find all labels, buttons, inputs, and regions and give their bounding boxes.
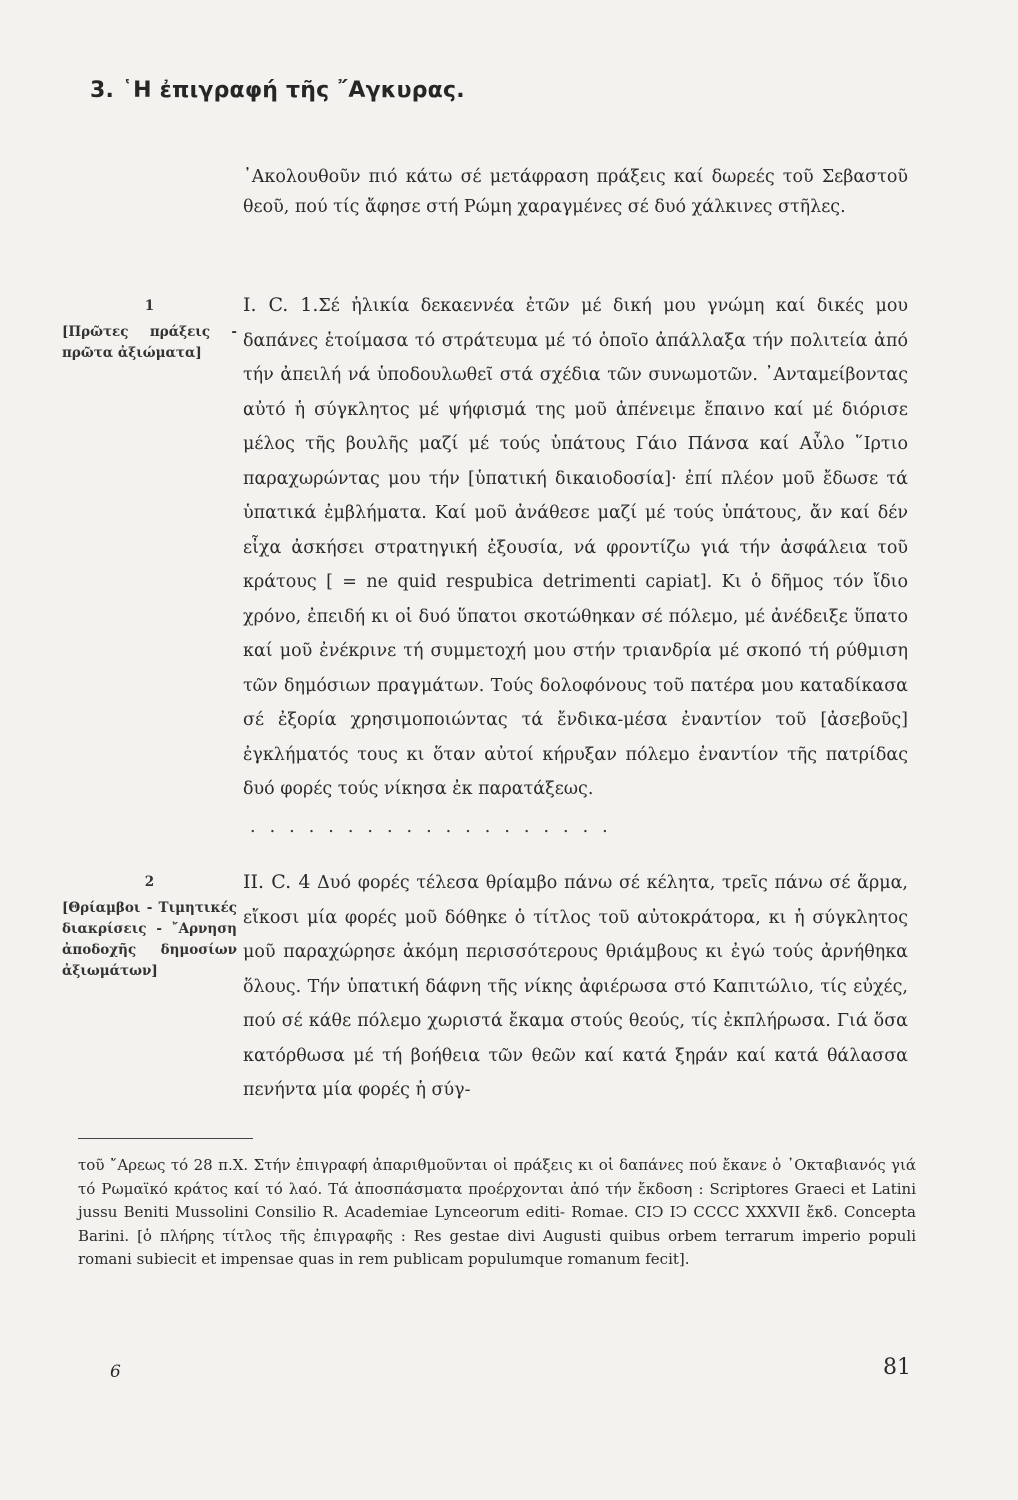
intro-paragraph: ᾿Ακολουθοῦν πιό κάτω σέ μετάφραση πράξεις καί δωρεές τοῦ Σεβαστοῦ θεοῦ, πού τίς ἄφησε στή Ρώμη χαραγμένες σέ δυό χάλκινες στῆλες. — [243, 167, 908, 217]
page-number: 81 — [883, 1355, 911, 1380]
section-1-text: Σέ ἡλικία δεκαεννέα ἐτῶν μέ δική μου γνώμη καί δικές μου δαπάνες ἑτοίμασα τό στράτευμα μέ τό ὁποῖο ἀπάλλαξα τήν πολιτεία ἀπό τήν ἀπειλή νά ὑποδουλωθεῖ στά σχέδια τῶν συνωμοτῶν. ᾿Ανταμείβοντας αὐτό ἡ σύγκλητος μέ ψήφισμά της μοῦ ἀπένειμε ἔπαινο καί μέ διόρισε μέλος τῆς βουλῆς μαζί μέ τούς ὑπάτους Γάιο Πάνσα καί Αὖλο ῞Ιρτιο παραχωρώντας μου τήν [ὑπατική δικαιοδοσία]· ἐπί πλέον μοῦ ἔδωσε τά ὑπατικά ἐμβλήματα. Καί μοῦ ἀνάθεσε μαζί μέ τούς ὑπάτους, ἄν καί δέν εἶχα ἀσκήσει στρατηγική ἐξουσία, νά φροντίζω γιά τήν ἀσφάλεια τοῦ κράτους [ = ne quid respubica detrimenti capiat]. Κι ὁ δῆμος τόν ἴδιο χρόνο, ἐπειδή κι οἱ δυό ὕπατοι σκοτώθηκαν σέ πόλεμο, μέ ἀνέδειξε ὕπατο καί μοῦ ἐνέκρινε τή συμμετοχή μου στήν τριανδρία μέ σκοπό τή ρύθμιση τῶν δημόσιων πραγμάτων. Τούς δολοφόνους τοῦ πατέρα μου καταδίκασα σέ ἐξορία χρησιμοποιώντας τά ἔνδικα-μέσα ἐναντίον τοῦ [ἀσεβοῦς] ἐγκλήματός τους κι ὅταν αὐτοί κήρυξαν πόλεμο ἐναντίον τῆς πατρίδας δυό φορές τούς νίκησα ἐκ παρατάξεως. — [243, 296, 909, 799]
signature-mark: 6 — [110, 1362, 121, 1382]
margin-note-1 — [62, 296, 242, 364]
margin-note-number: 1 — [144, 298, 155, 314]
section-1-paragraph — [243, 288, 908, 807]
section-1-lead: I. C. 1. — [243, 294, 319, 316]
margin-note-text: [Θρίαμβοι - Τιμητικές διακρίσεις - ῎Αρνηση ἀποδοχῆς δημοσίων ἀξιωμάτων] — [62, 900, 237, 979]
margin-note-number: 2 — [144, 874, 155, 890]
footnote-divider — [78, 1138, 253, 1139]
ellipsis-row: ................... — [250, 817, 622, 837]
section-2-lead: II. C. 4 — [243, 871, 311, 893]
margin-note-2 — [62, 872, 242, 982]
footnote: τοῦ ῎Αρεως τό 28 π.Χ. Στήν ἐπιγραφή ἀπαριθμοῦνται οἱ πράξεις κι οἱ δαπάνες πού ἔκανε ὁ ᾿Οκταβιανός γιά τό Ρωμαϊκό κράτος καί τό λαό. Τά ἀποσπάσματα προέρχονται ἀπό τήν ἔκδοση : Scriptores Graeci et Latini jussu Beniti Mussolini Consilio R. Academiae Lynceorum editi- Romae. CIϽ IϽ CCCC XXXVII ἔκδ. Concepta Barini. [ὁ πλήρης τίτλος τῆς ἐπιγραφῆς : Res gestae divi Augusti quibus orbem terrarum imperio populi romani subiecit et impensae quas in rem publicam populumque romanum fecit]. — [78, 1156, 916, 1268]
margin-note-text: [Πρῶτες πράξεις - πρῶτα ἀξιώματα] — [62, 324, 237, 361]
section-2-paragraph — [243, 865, 908, 1108]
section-2-text: Δυό φορές τέλεσα θρίαμβο πάνω σέ κέλητα, τρεῖς πάνω σέ ἅρμα, εἴκοσι μία φορές μοῦ δόθηκε ὁ τίτλος τοῦ αὐτοκράτορα, κι ἡ σύγκλητος μοῦ παραχώρησε ἀκόμη περισσότερους θριάμβους κι ἐγώ τούς ἀρνήθηκα ὅλους. Τήν ὑπατική δάφνη τῆς νίκης ἀφιέρωσα στό Καπιτώλιο, τίς εὐχές, πού σέ κάθε πόλεμο χωριστά ἔκαμα στούς θεούς, τίς ἐκπλήρωσα. Γιά ὅσα κατόρθωσα μέ τή βοήθεια τῶν θεῶν καί κατά ξηράν καί κατά θάλασσα πενήντα μία φορές ἡ σύγ- — [243, 873, 908, 1100]
chapter-heading: 3. ῾Η ἐπιγραφή τῆς ῎Αγκυρας. — [90, 78, 465, 103]
